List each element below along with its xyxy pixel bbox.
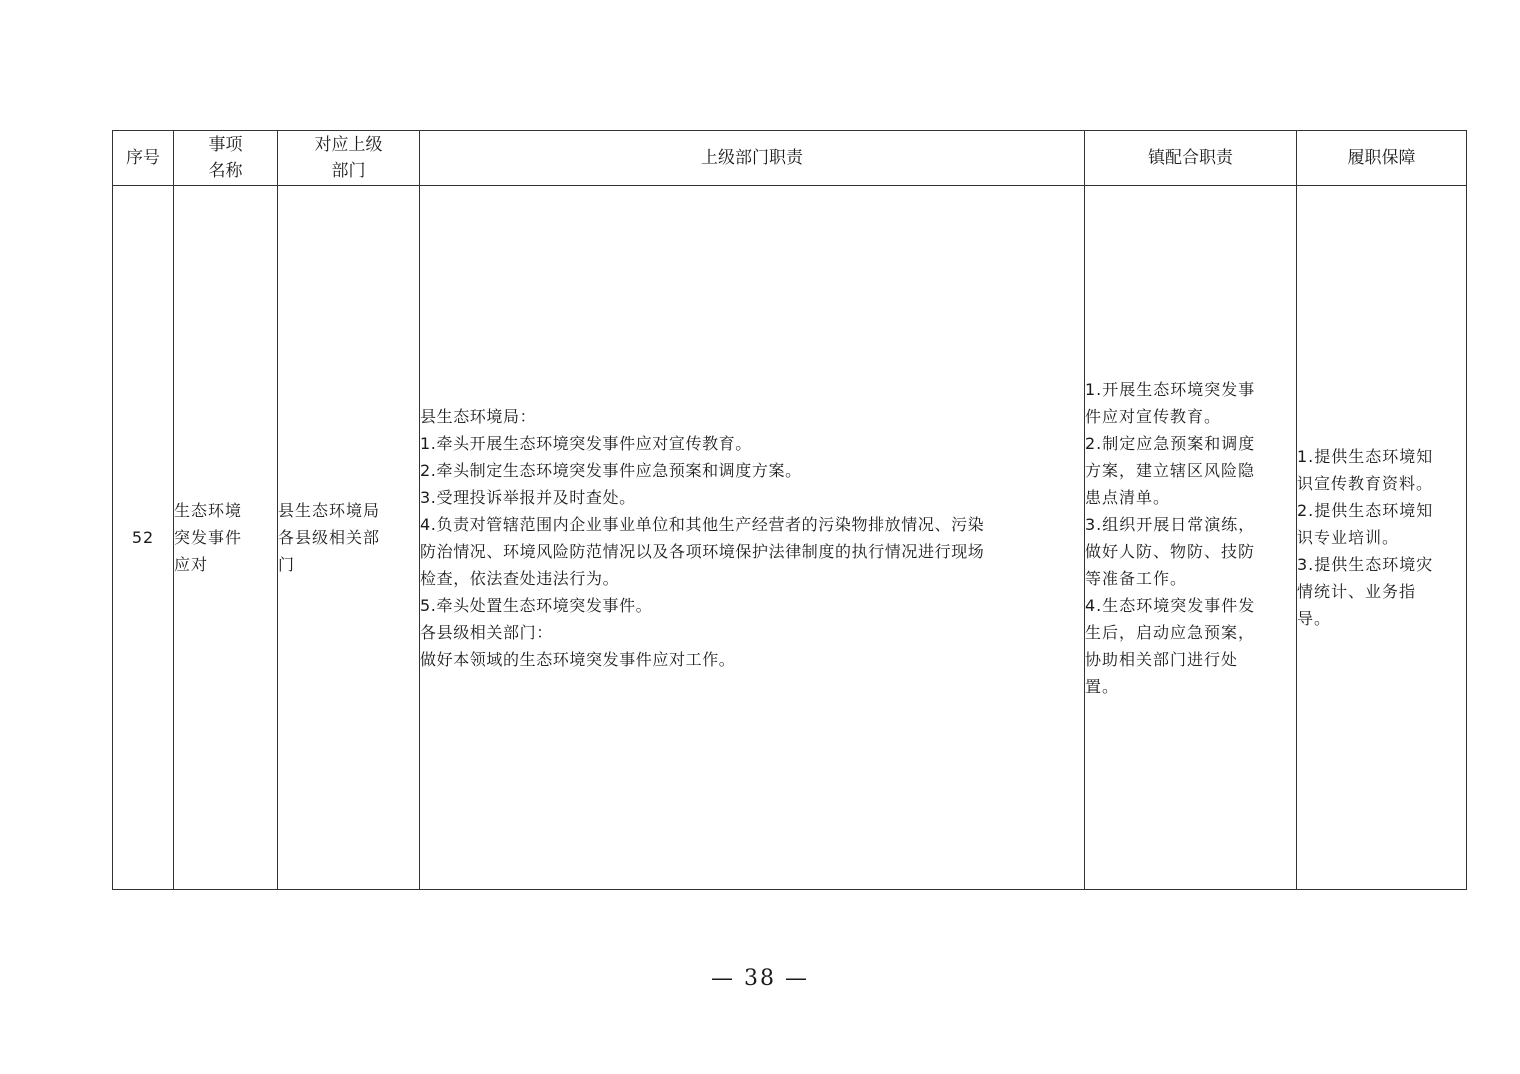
- dept-line: 门: [278, 555, 296, 574]
- table-body: [113, 186, 1467, 890]
- header-dept-line-2: 部门: [331, 161, 366, 181]
- guarantee-line: 2.提供生态环境知: [1297, 501, 1434, 520]
- guarantee-line: 1.提供生态环境知: [1297, 447, 1434, 466]
- header-upper-dept: [278, 131, 420, 186]
- header-dept-line-1: 对应上级: [314, 135, 383, 155]
- header-item-name: [174, 131, 278, 186]
- guarantee-line: 3.提供生态环境灾: [1297, 555, 1434, 574]
- upper-line: 检查，依法查处违法行为。: [420, 568, 620, 588]
- town-line: 1.开展生态环境突发事: [1085, 379, 1256, 399]
- upper-line: 2.牵头制定生态环境突发事件应急预案和调度方案。: [420, 460, 802, 480]
- table-row: [113, 186, 1467, 890]
- duty-table: [112, 130, 1467, 890]
- upper-line: 做好本领域的生态环境突发事件应对工作。: [420, 649, 736, 669]
- upper-line: 各县级相关部门：: [420, 622, 553, 642]
- upper-line: 5.牵头处置生态环境突发事件。: [420, 595, 653, 615]
- header-town-duties: 镇配合职责: [1085, 131, 1297, 186]
- guarantee-line: 导。: [1297, 609, 1332, 628]
- dept-line: 各县级相关部: [278, 528, 381, 547]
- page-number: — 38 —: [711, 966, 809, 991]
- town-line: 4.生态环境突发事件发: [1085, 595, 1256, 615]
- town-line: 协助相关部门进行处: [1085, 649, 1239, 669]
- dept-line: 县生态环境局: [278, 501, 381, 520]
- item-line: 突发事件: [174, 528, 243, 547]
- town-line: 做好人防、物防、技防: [1085, 541, 1256, 561]
- town-line: 患点清单。: [1085, 487, 1171, 507]
- cell-item-name: [174, 186, 278, 890]
- upper-line: 县生态环境局：: [420, 406, 537, 426]
- town-line: 方案，建立辖区风险隐: [1085, 460, 1256, 480]
- guarantee-line: 识宣传教育资料。: [1297, 474, 1434, 493]
- cell-upper-dept: [278, 186, 420, 890]
- cell-town-duties: [1085, 186, 1297, 890]
- header-upper-duties: 上级部门职责: [420, 131, 1085, 186]
- header-num: 序号: [113, 131, 174, 186]
- upper-line: 1.牵头开展生态环境突发事件应对宣传教育。: [420, 433, 752, 453]
- item-line: 应对: [174, 555, 209, 574]
- header-row: [113, 131, 1467, 186]
- cell-num: 52: [113, 186, 174, 890]
- town-line: 置。: [1085, 676, 1120, 696]
- town-line: 3.组织开展日常演练，: [1085, 514, 1256, 534]
- header-item-line-1: 事项: [208, 135, 243, 155]
- town-line: 等准备工作。: [1085, 568, 1188, 588]
- town-line: 件应对宣传教育。: [1085, 406, 1222, 426]
- cell-guarantee: [1297, 186, 1467, 890]
- upper-line: 防治情况、环境风险防范情况以及各项环境保护法律制度的执行情况进行现场: [420, 541, 985, 561]
- header-item-line-2: 名称: [208, 161, 243, 181]
- guarantee-line: 识专业培训。: [1297, 528, 1400, 547]
- header-guarantee: 履职保障: [1297, 131, 1467, 186]
- guarantee-line: 情统计、业务指: [1297, 582, 1417, 601]
- town-line: 生后，启动应急预案，: [1085, 622, 1256, 642]
- item-line: 生态环境: [174, 501, 243, 520]
- cell-upper-duties: [420, 186, 1085, 890]
- town-line: 2.制定应急预案和调度: [1085, 433, 1256, 453]
- upper-line: 3.受理投诉举报并及时查处。: [420, 487, 636, 507]
- table-header: [113, 131, 1467, 186]
- upper-line: 4.负责对管辖范围内企业事业单位和其他生产经营者的污染物排放情况、污染: [420, 514, 985, 534]
